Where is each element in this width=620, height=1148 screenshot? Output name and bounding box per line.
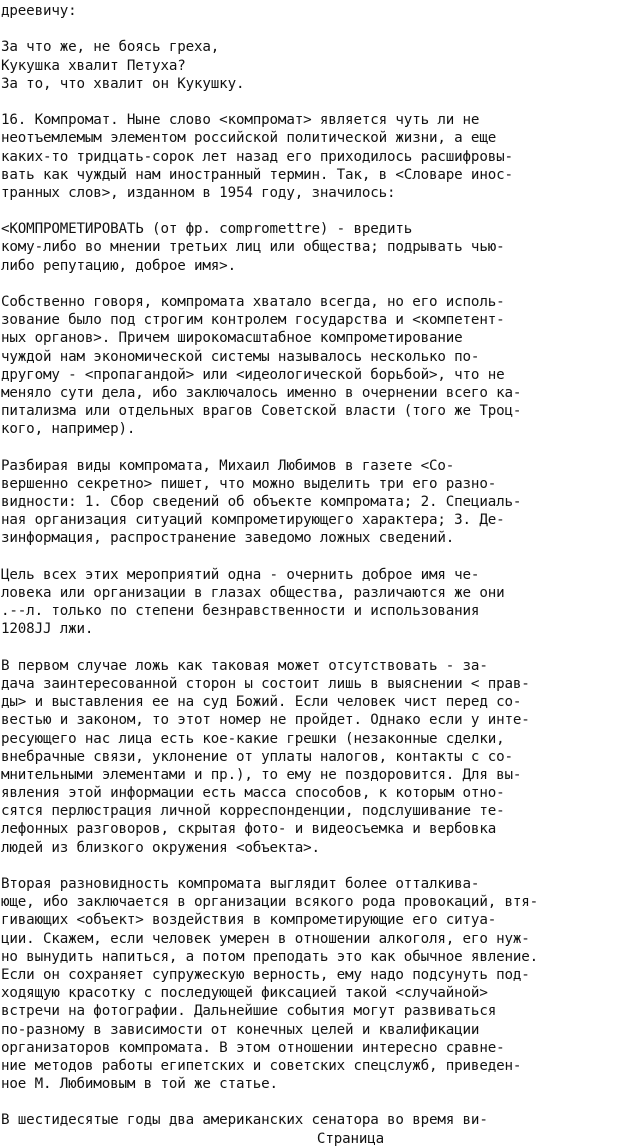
paragraph-line: юще, ибо заключается в организации всякого рода провокаций, втя-	[1, 894, 539, 911]
paragraph-line: мнительными элементами и пр.), то ему не поздоровится. Для вы-	[1, 766, 522, 783]
blank-line	[1, 439, 620, 457]
intro-fragment	[1, 2, 620, 20]
paragraph-line: ние методов работы египетских и советских спецслужб, приведен-	[1, 1057, 522, 1074]
paragraph	[1, 293, 620, 439]
text-line: дреевичу:	[1, 3, 77, 19]
blank-line	[1, 93, 620, 111]
paragraph-line: явления этой информации есть масса способов, к которым отно-	[1, 785, 505, 802]
paragraph-line: Если он сохраняет супружескую верность, ему надо подсунуть под-	[1, 966, 530, 983]
blank-line	[1, 1093, 620, 1111]
body-text	[1, 111, 620, 1130]
paragraph-line: организаторов компромата. В этом отношении интересно сравне-	[1, 1039, 505, 1056]
paragraph-line: другому - <пропагандой> или <идеологической борьбой>, что не	[1, 366, 505, 383]
blank-line	[1, 20, 620, 38]
paragraph-line: чуждой нам экономической системы называлось несколько по-	[1, 348, 480, 365]
paragraph-line: сятся перлюстрация личной корреспонденции, подслушивание те-	[1, 803, 505, 820]
paragraph-line: Разбирая виды компромата, Михаил Любимов в газете <Со-	[1, 457, 455, 474]
blank-line	[1, 275, 620, 293]
paragraph-line: либо репутацию, доброе имя>.	[1, 257, 236, 274]
paragraph-line: меняло сути дела, ибо заключалось именно в очернении всего ка-	[1, 384, 522, 401]
paragraph-line: В шестидесятые годы два американских сенатора во время ви-	[1, 1112, 488, 1129]
paragraph-line: ходящую красотку с последующей фиксацией такой <случайной>	[1, 985, 488, 1002]
blank-line	[1, 548, 620, 566]
verse-line: За то, что хвалит он Кукушку.	[1, 75, 245, 92]
paragraph-line: ное М. Любимовым в той же статье.	[1, 1076, 278, 1093]
paragraph-line: вать как чуждый нам иностранный термин. Так, в <Словаре инос-	[1, 166, 513, 183]
paragraph-line: видности: 1. Сбор сведений об объекте компромата; 2. Специаль-	[1, 494, 522, 511]
paragraph-line: ловека или организации в глазах общества, различаются же они	[1, 585, 505, 601]
paragraph	[1, 1111, 620, 1129]
blank-line	[1, 857, 620, 875]
paragraph-line: ных органов>. Причем широкомасштабное компрометирование	[1, 330, 463, 347]
paragraph	[1, 111, 620, 202]
paragraph-line: Цель всех этих мероприятий одна - очернить доброе имя че-	[1, 566, 480, 583]
paragraph-line: встречи на фотографии. Дальнейшие события могут развиваться	[1, 1003, 497, 1020]
paragraph-line: гивающих <объект> воздействия в компрометирующие его ситуа-	[1, 912, 497, 929]
paragraph-line: но вынудить напиться, а потом преподать это как обычное явление.	[1, 948, 539, 965]
paragraph-line: ды> и выставления ее на суд Божий. Если человек чист перед со-	[1, 694, 522, 711]
paragraph-line: кому-либо во мнении третьих лиц или общества; подрывать чью-	[1, 239, 505, 256]
paragraph-line: внебрачные связи, уклонение от уплаты налогов, контакты с со-	[1, 748, 513, 765]
paragraph-line: дача заинтересованной сторон ы состоит лишь в выяснении < прав-	[1, 675, 530, 692]
paragraph-line: <КОМПРОМЕТИРОВАТЬ (от фр. compromettre) - вредить	[1, 221, 413, 238]
paragraph-line: 1208JJ лжи.	[1, 621, 94, 638]
paragraph-line: по-разному в зависимости от конечных целей и квалификации	[1, 1021, 480, 1038]
paragraph-line: 16. Компромат. Ныне слово <компромат> является чуть ли не	[1, 112, 480, 129]
paragraph-line: питализма или отдельных врагов Советской власти (того же Троц-	[1, 403, 522, 420]
page-footer: Страница	[316, 1130, 385, 1147]
paragraph	[1, 566, 620, 639]
blank-line	[1, 202, 620, 220]
paragraph	[1, 220, 620, 275]
paragraph	[1, 457, 620, 548]
paragraph-line: транных слов>, изданном в 1954 году, значилось:	[1, 184, 396, 201]
paragraph-line: Вторая разновидность компромата выглядит более отталкива-	[1, 876, 480, 892]
paragraph-line: вершенно секретно> пишет, что можно выделить три его разно-	[1, 475, 497, 492]
paragraph-line: кого, например).	[1, 421, 136, 438]
blank-line	[1, 639, 620, 657]
verse-line: Кукушка хвалит Петуха?	[1, 57, 186, 74]
paragraph	[1, 657, 620, 857]
paragraph-line: .--л. только по степени безнравственности и использования	[1, 603, 480, 620]
fable-verse	[1, 38, 620, 93]
paragraph-line: неотъемлемым элементом российской политической жизни, а еще	[1, 130, 497, 147]
paragraph-line: лефонных разговоров, скрытая фото- и видеосъемка и вербовка	[1, 821, 497, 838]
paragraph-line: ции. Скажем, если человек умерен в отношении алкоголя, его нуж-	[1, 930, 530, 947]
paragraph-line: людей из близкого окружения <объекта>.	[1, 839, 320, 856]
paragraph-line: вестью и законом, то этот номер не пройдет. Однако если у интe-	[1, 712, 530, 729]
paragraph-line: В первом случае ложь как таковая может отсутствовать - за-	[1, 657, 488, 674]
paragraph-line: ресующего нас лица есть кое-какие грешки (незаконные сделки,	[1, 730, 505, 747]
paragraph-line: зование было под строгим контролем государства и <компетент-	[1, 312, 505, 329]
paragraph	[1, 875, 620, 1093]
paragraph-line: каких-то тридцать-сорок лет назад его приходилось расшифровы-	[1, 148, 513, 165]
paragraph-line: ная организация ситуаций компрометирующего характера; 3. Де-	[1, 512, 505, 529]
paragraph-line: зинформация, распространение заведомо ложных сведений.	[1, 530, 455, 547]
paragraph-line: Собственно говоря, компромата хватало всегда, но его исполь-	[1, 294, 505, 310]
verse-line: За что же, не боясь греха,	[1, 39, 220, 56]
